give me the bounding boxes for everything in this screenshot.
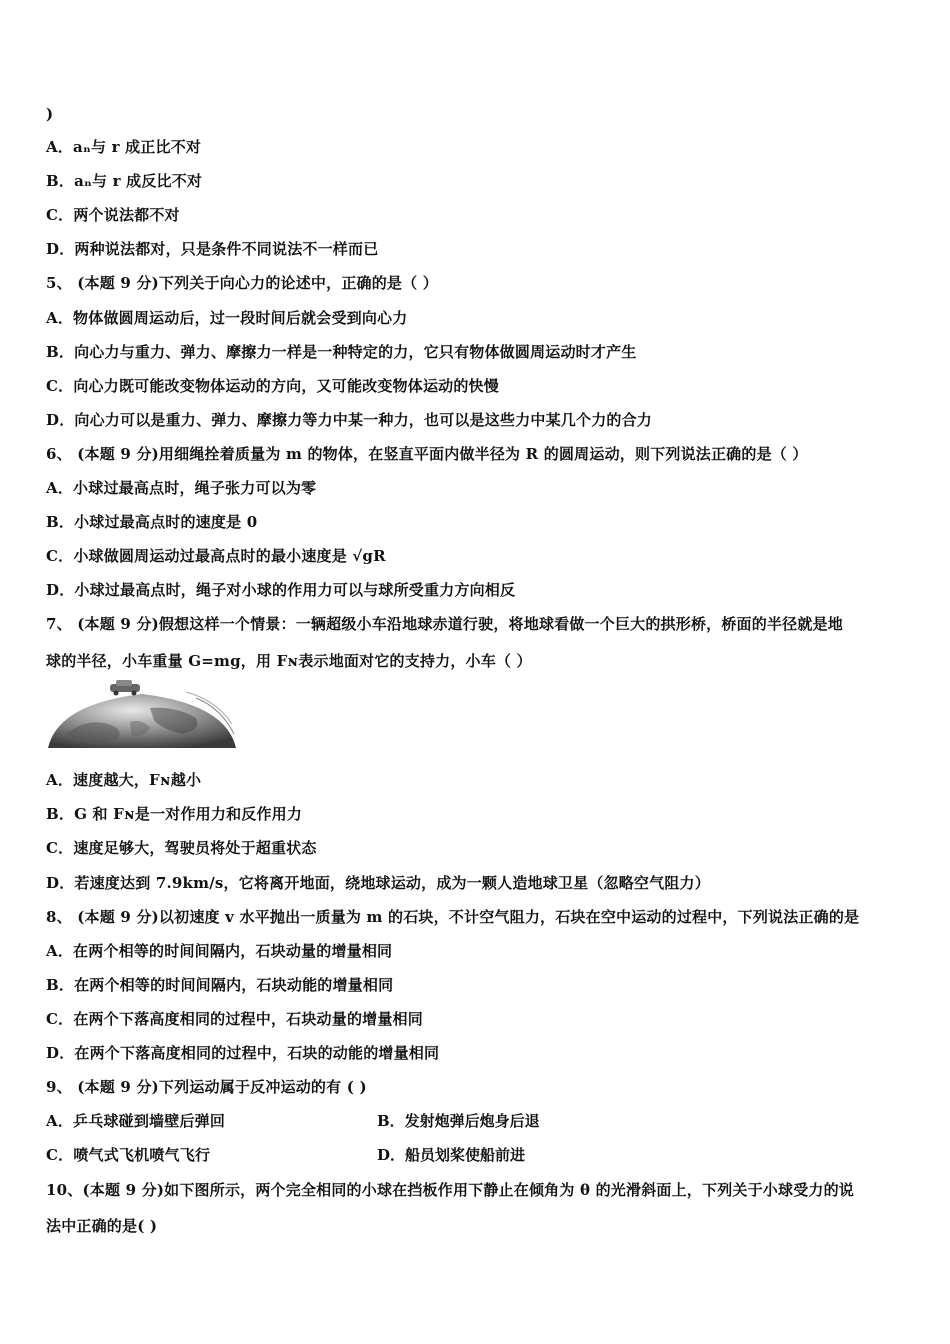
q4-option-d: D．两种说法都对，只是条件不同说法不一样而已 bbox=[46, 240, 379, 258]
q7-stem-line2: 球的半径，小车重量 G=mg，用 Fɴ表示地面对它的支持力，小车（ ） bbox=[46, 652, 532, 670]
q7-option-c: C．速度足够大，驾驶员将处于超重状态 bbox=[46, 839, 317, 857]
earth-with-car-figure bbox=[46, 678, 238, 750]
q7-option-b: B．G 和 Fɴ是一对作用力和反作用力 bbox=[46, 805, 303, 823]
q10-stem-line1: 10、(本题 9 分)如下图所示，两个完全相同的小球在挡板作用下静止在倾角为 θ 的光滑斜面上，下列关于小球受力的说 bbox=[46, 1181, 855, 1199]
q4-option-b: B．aₙ与 r 成反比不对 bbox=[46, 172, 203, 190]
q7-stem-line1: 7、 (本题 9 分)假想这样一个情景：一辆超级小车沿地球赤道行驶，将地球看做一个巨大的拱形桥，桥面的半径就是地 bbox=[46, 615, 843, 633]
q9-option-d: D．船员划桨使船前进 bbox=[377, 1146, 526, 1164]
car-icon bbox=[110, 680, 140, 696]
q5-stem: 5、 (本题 9 分)下列关于向心力的论述中，正确的是（ ） bbox=[46, 274, 438, 292]
q6-option-c: C．小球做圆周运动过最高点时的最小速度是 √gR bbox=[46, 547, 386, 565]
q5-option-a: A．物体做圆周运动后，过一段时间后就会受到向心力 bbox=[46, 309, 408, 327]
q6-option-a: A．小球过最高点时，绳子张力可以为零 bbox=[46, 479, 317, 497]
q5-option-c: C．向心力既可能改变物体运动的方向，又可能改变物体运动的快慢 bbox=[46, 377, 499, 395]
q8-option-c: C．在两个下落高度相同的过程中，石块动量的增量相同 bbox=[46, 1010, 423, 1028]
q4-option-c: C．两个说法都不对 bbox=[46, 206, 180, 224]
q6-option-d: D．小球过最高点时，绳子对小球的作用力可以与球所受重力方向相反 bbox=[46, 581, 516, 599]
q10-stem-line2: 法中正确的是( ) bbox=[46, 1217, 158, 1235]
q7-option-a: A．速度越大，Fɴ越小 bbox=[46, 771, 202, 789]
q9-option-b: B．发射炮弹后炮身后退 bbox=[377, 1112, 540, 1130]
q6-option-b: B．小球过最高点时的速度是 0 bbox=[46, 513, 258, 531]
q8-option-d: D．在两个下落高度相同的过程中，石块的动能的增量相同 bbox=[46, 1044, 440, 1062]
q9-option-c: C．喷气式飞机喷气飞行 bbox=[46, 1146, 211, 1164]
q4-option-a: A．aₙ与 r 成正比不对 bbox=[46, 138, 202, 156]
q7-option-d: D．若速度达到 7.9km/s，它将离开地面，绕地球运动，成为一颗人造地球卫星（忽略空气阻力） bbox=[46, 874, 710, 892]
q8-option-b: B．在两个相等的时间间隔内，石块动能的增量相同 bbox=[46, 976, 394, 994]
q5-option-b: B．向心力与重力、弹力、摩擦力一样是一种特定的力，它只有物体做圆周运动时才产生 bbox=[46, 343, 637, 361]
q9-stem: 9、 (本题 9 分)下列运动属于反冲运动的有 ( ) bbox=[46, 1078, 367, 1096]
q8-stem: 8、 (本题 9 分)以初速度 v 水平抛出一质量为 m 的石块，不计空气阻力，石块在空中运动的过程中，下列说法正确的是 bbox=[46, 908, 860, 926]
q5-option-d: D．向心力可以是重力、弹力、摩擦力等力中某一种力，也可以是这些力中某几个力的合力 bbox=[46, 411, 653, 429]
q4-closing-paren: ) bbox=[46, 105, 54, 123]
q6-stem: 6、 (本题 9 分)用细绳拴着质量为 m 的物体，在竖直平面内做半径为 R 的圆周运动，则下列说法正确的是（ ） bbox=[46, 445, 808, 463]
q9-option-a: A．乒乓球碰到墙壁后弹回 bbox=[46, 1112, 226, 1130]
q8-option-a: A．在两个相等的时间间隔内，石块动量的增量相同 bbox=[46, 942, 393, 960]
